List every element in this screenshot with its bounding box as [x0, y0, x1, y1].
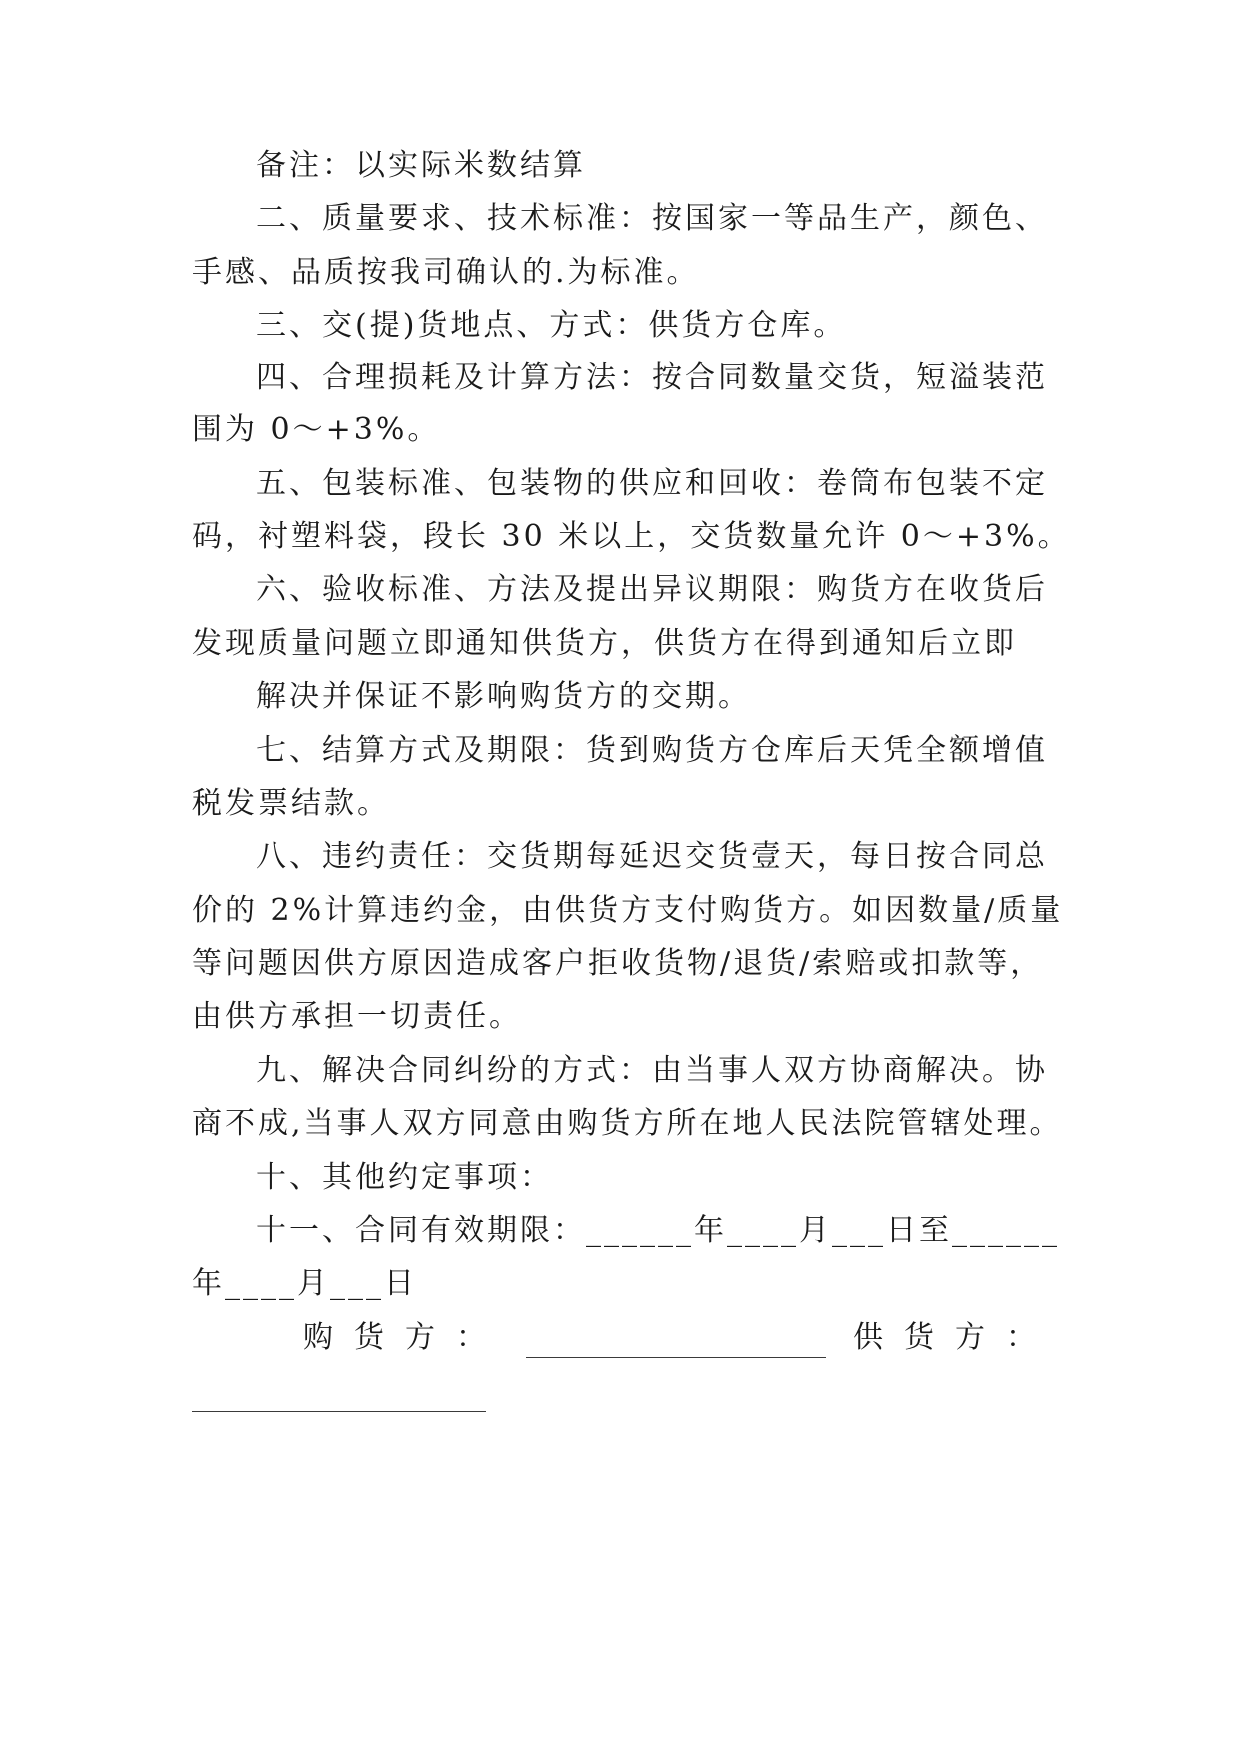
clause-2-line-1: 二、质量要求、技术标准：按国家一等品生产，颜色、: [256, 201, 1048, 236]
clause-5-line-2: 码，衬塑料袋，段长 30 米以上，交货数量允许 0～+3%。: [192, 519, 1071, 554]
clause-8-line-2: 价的 2%计算违约金，由供货方支付购货方。如因数量/质量: [192, 893, 1064, 928]
note-line: 备注：以实际米数结算: [256, 148, 586, 183]
supplier-label: 供货方：: [853, 1320, 1057, 1355]
clause-6-line-2: 发现质量问题立即通知供货方，供货方在得到通知后立即: [192, 626, 1017, 661]
clause-8-line-4: 由供方承担一切责任。: [192, 999, 522, 1034]
clause-9-line-1: 九、解决合同纠纷的方式：由当事人双方协商解决。协: [256, 1053, 1048, 1088]
clause-8-line-3: 等问题因供方原因造成客户拒收货物/退货/索赔或扣款等，: [192, 946, 1044, 981]
clause-8-line-1: 八、违约责任：交货期每延迟交货壹天，每日按合同总: [256, 839, 1048, 874]
clause-6-line-3: 解决并保证不影响购货方的交期。: [256, 679, 751, 714]
clause-7-line-1: 七、结算方式及期限：货到购货方仓库后天凭全额增值: [256, 733, 1048, 768]
clause-10-line-1: 十、其他约定事项：: [256, 1160, 553, 1195]
clause-4-line-1: 四、合理损耗及计算方法：按合同数量交货，短溢装范: [256, 360, 1048, 395]
clause-7-line-2: 税发票结款。: [192, 786, 390, 821]
clause-4-line-2: 围为 0～+3%。: [192, 412, 441, 447]
clause-6-line-1: 六、验收标准、方法及提出异议期限：购货方在收货后: [256, 572, 1048, 607]
clause-2-line-2: 手感、品质按我司确认的.为标准。: [192, 255, 700, 290]
clause-5-line-1: 五、包装标准、包装物的供应和回收：卷筒布包装不定: [256, 466, 1048, 501]
clause-11-line-2: 年____月___日: [192, 1266, 417, 1301]
buyer-label: 购货方：: [303, 1320, 507, 1355]
supplier-signature-line: [192, 1411, 486, 1412]
clause-3-line-1: 三、交(提)货地点、方式：供货方仓库。: [256, 308, 847, 343]
clause-11-line-1: 十一、合同有效期限：______年____月___日至______: [256, 1213, 1060, 1248]
clause-9-line-2: 商不成,当事人双方同意由购货方所在地人民法院管辖处理。: [192, 1106, 1063, 1141]
buyer-signature-line: [526, 1357, 826, 1358]
